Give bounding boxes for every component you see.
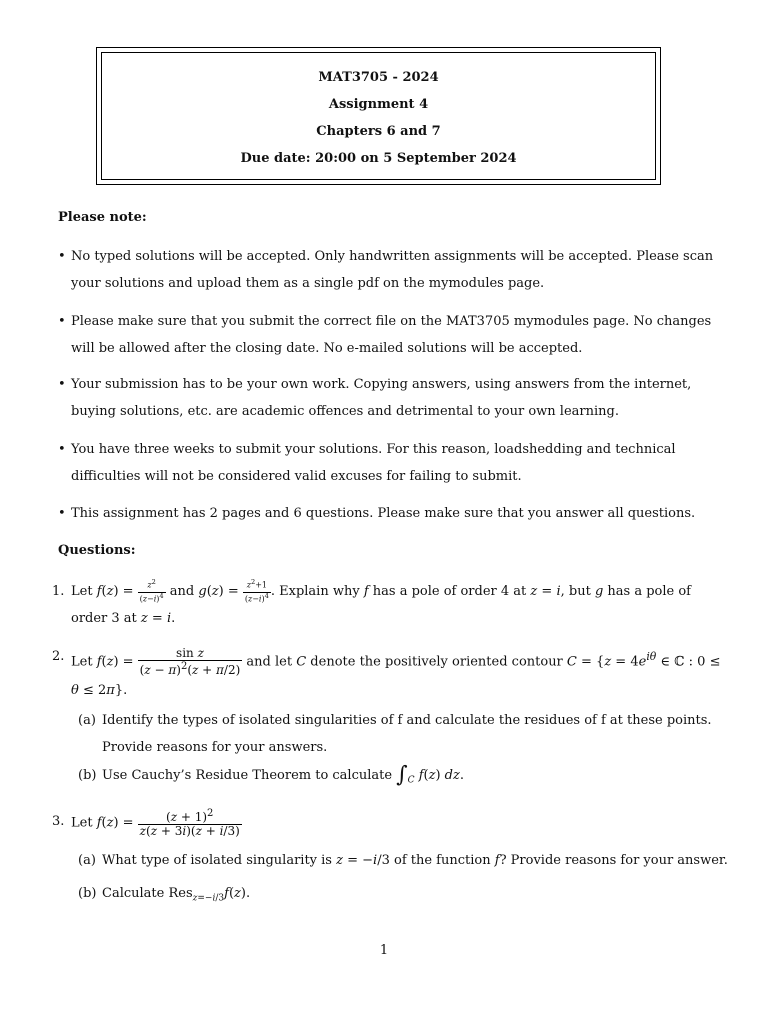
subquestion-text: Use Cauchy’s Residue Theorem to calculate $\int_C$ f(z) dz. — [102, 762, 464, 788]
note-text: No typed solutions will be accepted. Only handwritten assignments will be accepted. Please scan your solutions and upload them as a single pdf on the mymodules page. — [71, 249, 714, 291]
title-box-inner — [101, 52, 656, 180]
question-3 — [52, 808, 728, 838]
note-text: This assignment has 2 pages and 6 questions. Please make sure that you answer all questions. — [71, 506, 696, 521]
due-date: Due date: 20:00 on 5 September 2024 — [240, 151, 517, 166]
note-item — [58, 243, 728, 297]
note-item — [58, 500, 728, 527]
fraction: $\frac{\text{sin z}}{(z - \pi)^2(z + \pi/2)}$ — [139, 645, 241, 677]
fraction: $\frac{z^2}{(z-i)^4}$ — [139, 578, 164, 604]
note-item — [58, 436, 728, 490]
assignment-title: Assignment 4 — [328, 97, 429, 112]
fraction: $\frac{(z + 1)^2}{z(z + 3i)(z + i/3)}$ — [139, 808, 240, 839]
subquestion-label: (a) — [78, 713, 96, 728]
note-item — [58, 308, 728, 362]
bullet-icon: • — [58, 377, 66, 392]
subquestion-text: What type of isolated singularity is z = −i/3 of the function f? Provide reasons for your answer. — [102, 853, 728, 868]
question-text: Let f(z) = $\frac{\text{sin z}}{(z - \pi)^2(z + \pi/2)}$ and let C denote the positively oriented contour $C = \{z = 4e^{i\theta}$ ∈ ℂ : 0 ≤ θ ≤ 2π}. — [71, 645, 721, 699]
question-text: Let f(z) = $\frac{z^2}{(z-i)^4}$ and g(z) = $\frac{z^2+1}{(z-i)^4}$ . Explain why f has a pole of order 4 at z = i, but g has a pole of order 3 at z = i. — [71, 578, 691, 626]
bullet-icon: • — [58, 249, 66, 264]
question-2b — [78, 762, 728, 795]
question-3a — [78, 847, 728, 874]
question-text: Let f(z) = $\frac{(z + 1)^2}{z(z + 3i)(z + i/3)}$ — [71, 808, 240, 839]
subquestion-label: (b) — [78, 768, 97, 783]
question-number: 2. — [52, 649, 65, 664]
question-1 — [52, 578, 728, 632]
page-number: 1 — [379, 943, 389, 958]
subquestion-text: Identify the types of isolated singularities of f and calculate the residues of f at these points. Provide reasons for your answers. — [102, 713, 712, 755]
subquestion-label: (b) — [78, 886, 97, 901]
subquestion-text: Calculate Res$_{z=-i/3}$f(z). — [102, 886, 251, 904]
question-2 — [52, 643, 728, 704]
title-box — [96, 47, 661, 185]
note-text: Your submission has to be your own work. Copying answers, using answers from the internet, buying solutions, etc. are academic offences and detrimental to your own learning. — [71, 377, 692, 419]
note-heading: Please note: — [58, 210, 147, 225]
note-item — [58, 371, 728, 425]
bullet-icon: • — [58, 506, 66, 521]
question-number: 1. — [52, 584, 65, 599]
note-text: You have three weeks to submit your solutions. For this reason, loadshedding and technical difficulties will not be considered valid excuses for failing to submit. — [71, 442, 676, 484]
question-3b — [78, 880, 728, 913]
subquestion-label: (a) — [78, 853, 96, 868]
note-text: Please make sure that you submit the correct file on the MAT3705 mymodules page. No changes will be allowed after the closing date. No e-mailed solutions will be accepted. — [71, 314, 712, 356]
fraction: $\frac{z^2+1}{(z-i)^4}$ — [244, 578, 269, 604]
bullet-icon: • — [58, 314, 66, 329]
bullet-icon: • — [58, 442, 66, 457]
questions-heading: Questions: — [58, 543, 136, 558]
chapters-line: Chapters 6 and 7 — [316, 124, 441, 139]
question-2a — [78, 707, 728, 761]
course-code: MAT3705 - 2024 — [318, 70, 439, 85]
question-number: 3. — [52, 814, 65, 829]
